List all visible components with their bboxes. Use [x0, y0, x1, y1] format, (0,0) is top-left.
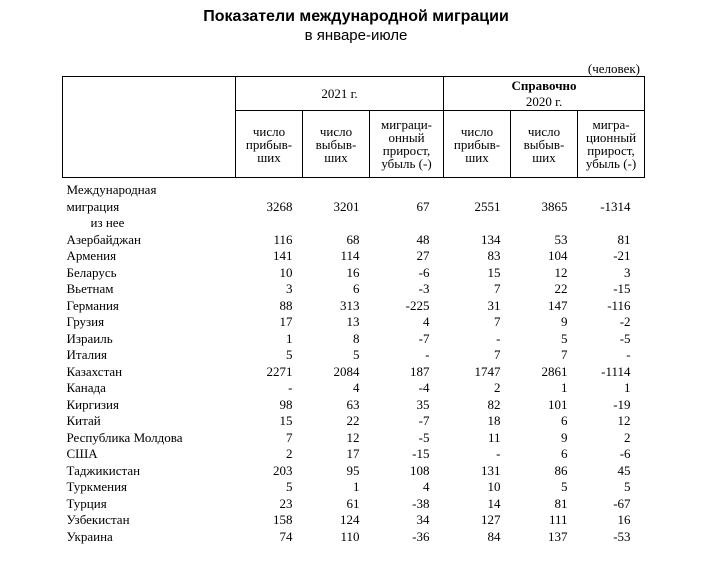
- table-row: [63, 430, 645, 447]
- table-cell: 95: [346, 462, 360, 478]
- table-cell: 83: [487, 248, 501, 263]
- table-cell: 141: [273, 248, 293, 263]
- table-cell: 131: [481, 462, 501, 478]
- table-cell: 9: [561, 429, 568, 445]
- table-row: [63, 232, 645, 249]
- total-cell: -1314: [600, 198, 631, 214]
- reference-label: Справочно: [511, 77, 577, 93]
- table-cell: -15: [613, 281, 631, 296]
- total-cell: 67: [416, 198, 430, 214]
- country-name: Туркмения: [66, 479, 127, 494]
- table-cell: -: [496, 446, 501, 461]
- table-cell: 14: [487, 495, 501, 511]
- table-cell: 6: [561, 413, 568, 428]
- country-name: Вьетнам: [66, 281, 114, 296]
- table-cell: 98: [279, 396, 293, 412]
- page-subtitle: в январе-июле: [304, 27, 408, 44]
- col-header-migration-2021: миграци- онный прирост, убыль (-): [370, 111, 444, 178]
- table-cell: 4: [353, 380, 360, 395]
- table-cell: 15: [279, 413, 293, 428]
- table-cell: 53: [554, 231, 568, 247]
- country-name: Киргизия: [66, 396, 119, 412]
- table-cell: -225: [405, 297, 430, 313]
- table-cell: 18: [487, 413, 501, 428]
- table-cell: 6: [561, 446, 568, 461]
- table-cell: -21: [613, 248, 631, 263]
- table-cell: -19: [613, 396, 631, 412]
- table-cell: -: [496, 330, 501, 346]
- table-cell: 1747: [474, 363, 501, 379]
- table-cell: 22: [346, 413, 360, 428]
- total-cell: 3268: [266, 198, 293, 214]
- table-cell: -2: [619, 314, 631, 329]
- table-cell: 4: [423, 479, 430, 494]
- table-cell: -: [425, 347, 430, 362]
- table-cell: 1: [624, 380, 631, 395]
- table-cell: 8: [353, 330, 360, 346]
- table-cell: -5: [418, 429, 430, 445]
- table-cell: 3: [286, 281, 293, 296]
- table-cell: 12: [346, 429, 360, 445]
- table-cell: 158: [273, 512, 293, 527]
- country-name: США: [66, 446, 98, 461]
- table-cell: 11: [487, 429, 501, 445]
- table-cell: 116: [273, 231, 293, 247]
- table-cell: 35: [416, 396, 430, 412]
- table-cell: 187: [410, 363, 430, 379]
- table-cell: 68: [346, 231, 360, 247]
- table-cell: 17: [346, 446, 360, 461]
- table-cell: -6: [418, 264, 430, 280]
- table-row: [63, 364, 645, 381]
- country-name: Узбекистан: [66, 512, 130, 527]
- table-cell: 104: [548, 248, 568, 263]
- table-cell: 74: [279, 528, 293, 544]
- table-row: [63, 496, 645, 513]
- table-cell: -: [626, 347, 631, 362]
- table-cell: -4: [418, 380, 430, 395]
- country-name: Азербайджан: [66, 231, 141, 247]
- country-name: Германия: [66, 297, 119, 313]
- table-row: [63, 397, 645, 414]
- country-name: Беларусь: [66, 264, 117, 280]
- table-cell: 88: [279, 297, 293, 313]
- table-cell: -67: [613, 495, 631, 511]
- table-cell: 147: [548, 297, 568, 313]
- table-cell: 6: [353, 281, 360, 296]
- table-cell: 7: [494, 347, 501, 362]
- table-cell: 81: [554, 495, 568, 511]
- table-cell: 114: [340, 248, 360, 263]
- table-cell: 2: [624, 429, 631, 445]
- country-name: Армения: [66, 248, 117, 263]
- table-row: [63, 413, 645, 430]
- table-cell: 5: [353, 347, 360, 362]
- table-cell: 23: [279, 495, 293, 511]
- table-cell: 22: [554, 281, 568, 296]
- table-cell: -7: [418, 413, 430, 428]
- table-cell: 16: [617, 512, 631, 527]
- table-cell: 124: [340, 512, 360, 527]
- table-cell: -15: [412, 446, 430, 461]
- table-cell: 34: [416, 512, 430, 527]
- table-cell: 313: [340, 297, 360, 313]
- table-cell: -116: [607, 297, 631, 313]
- table-cell: 17: [279, 314, 293, 329]
- table-cell: 1: [353, 479, 360, 494]
- table-cell: 10: [487, 479, 501, 494]
- table-cell: 7: [494, 281, 501, 296]
- table-cell: 5: [561, 479, 568, 494]
- table-cell: 81: [617, 231, 631, 247]
- table-cell: 110: [340, 528, 360, 544]
- table-cell: 134: [481, 231, 501, 247]
- table-cell: 1: [286, 330, 293, 346]
- table-cell: 13: [346, 314, 360, 329]
- table-cell: 16: [346, 264, 360, 280]
- table-row: [63, 298, 645, 315]
- group-header-2021: 2021 г.: [236, 77, 444, 111]
- table-cell: -: [288, 380, 293, 395]
- table-cell: -3: [418, 281, 430, 296]
- table-cell: 10: [279, 264, 293, 280]
- table-cell: 9: [561, 314, 568, 329]
- country-name: Таджикистан: [66, 462, 141, 478]
- table-cell: 137: [548, 528, 568, 544]
- table-row: [63, 463, 645, 480]
- table-cell: 2: [494, 380, 501, 395]
- table-cell: 12: [554, 264, 568, 280]
- table-cell: -5: [619, 330, 631, 346]
- subheading-label: из нее: [90, 215, 125, 230]
- col-header-departures-2020: число выбыв- ших: [511, 111, 578, 178]
- table-cell: 111: [548, 512, 568, 527]
- total-cell: 3865: [541, 198, 568, 214]
- country-name: Турция: [66, 495, 107, 511]
- header-blank-cell: [63, 77, 236, 178]
- table-cell: 82: [487, 396, 501, 412]
- table-row: [63, 479, 645, 496]
- table-cell: 203: [273, 462, 293, 478]
- table-cell: 108: [410, 462, 430, 478]
- table-cell: 31: [487, 297, 501, 313]
- table-cell: 2861: [541, 363, 568, 379]
- table-cell: 61: [346, 495, 360, 511]
- table-cell: 63: [346, 396, 360, 412]
- table-cell: 84: [487, 528, 501, 544]
- table-row: [63, 529, 645, 546]
- table-cell: 7: [494, 314, 501, 329]
- country-name: Канада: [66, 380, 106, 395]
- table-row: [63, 248, 645, 265]
- country-name: Украина: [66, 528, 113, 544]
- table-cell: 27: [416, 248, 430, 263]
- table-cell: 127: [481, 512, 501, 527]
- table-cell: 15: [487, 264, 501, 280]
- table-cell: 5: [286, 479, 293, 494]
- table-cell: 1: [561, 380, 568, 395]
- table-cell: 4: [423, 314, 430, 329]
- col-header-departures-2021: число выбыв- ших: [303, 111, 370, 178]
- table-cell: 3: [624, 264, 631, 280]
- country-name: Грузия: [66, 314, 105, 329]
- country-name: Республика Молдова: [66, 429, 183, 445]
- table-cell: 101: [548, 396, 568, 412]
- table-cell: -1114: [601, 363, 631, 379]
- table-cell: 5: [286, 347, 293, 362]
- table-cell: 86: [554, 462, 568, 478]
- table-cell: -38: [412, 495, 430, 511]
- table-cell: -7: [418, 330, 430, 346]
- total-label: Международная миграция: [66, 182, 157, 214]
- group-header-2020: [444, 77, 645, 111]
- table-cell: 45: [617, 462, 631, 478]
- table-row: [63, 331, 645, 348]
- table-cell: -36: [412, 528, 430, 544]
- table-cell: 2271: [266, 363, 293, 379]
- table-cell: -6: [619, 446, 631, 461]
- table-cell: 5: [624, 479, 631, 494]
- table-cell: 2: [286, 446, 293, 461]
- table-cell: 7: [561, 347, 568, 362]
- country-name: Китай: [66, 413, 101, 428]
- table-row-total: [63, 178, 645, 216]
- table-row: [63, 347, 645, 364]
- table-cell: 12: [617, 413, 631, 428]
- table-cell: 2084: [333, 363, 360, 379]
- country-name: Казахстан: [66, 363, 123, 379]
- country-name: Италия: [66, 347, 108, 362]
- table-cell: -53: [613, 528, 631, 544]
- table-row-subheading: [63, 215, 645, 232]
- total-cell: 2551: [474, 198, 501, 214]
- table-row: [63, 265, 645, 282]
- migration-table: [62, 76, 645, 545]
- country-name: Израиль: [66, 330, 113, 346]
- year-2020-label: 2020 г.: [525, 93, 563, 109]
- table-cell: 5: [561, 330, 568, 346]
- col-header-migration-2020: мигра- ционный прирост, убыль (-): [578, 111, 645, 178]
- table-row: [63, 380, 645, 397]
- table-row: [63, 512, 645, 529]
- table-cell: 7: [286, 429, 293, 445]
- col-header-arrivals-2020: число прибыв- ших: [444, 111, 511, 178]
- table-cell: 48: [416, 231, 430, 247]
- page-title: Показатели международной миграции: [203, 8, 509, 25]
- table-row: [63, 446, 645, 463]
- table-row: [63, 281, 645, 298]
- total-cell: 3201: [333, 198, 360, 214]
- col-header-arrivals-2021: число прибыв- ших: [236, 111, 303, 178]
- table-row: [63, 314, 645, 331]
- unit-label: (человек): [587, 61, 640, 76]
